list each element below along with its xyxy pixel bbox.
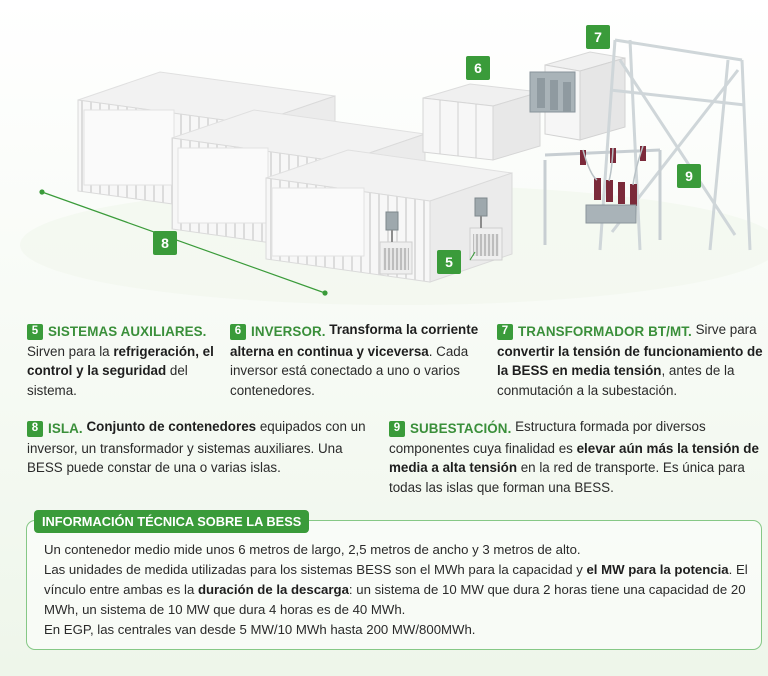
badge-7: 7 bbox=[586, 25, 610, 49]
badge-5: 5 bbox=[437, 250, 461, 274]
bess-illustration bbox=[0, 0, 768, 305]
item-isla: 8 ISLA. Conjunto de contenedores equipados con un inversor, un transformador y sistemas auxiliares. Una BESS puede constar de una o varias islas. bbox=[27, 419, 366, 475]
info-text bbox=[44, 540, 759, 640]
item-isla-header: 8 ISLA. bbox=[27, 419, 83, 439]
info-line-3: En EGP, las centrales van desde 5 MW/10 MWh hasta 200 MW/800MWh. bbox=[44, 622, 476, 637]
badge-8: 8 bbox=[153, 231, 177, 255]
info-title: INFORMACIÓN TÉCNICA SOBRE LA BESS bbox=[34, 510, 309, 533]
badge-9: 9 bbox=[677, 164, 701, 188]
info-line-2: Las unidades de medida utilizadas para los sistemas BESS son el MWh para la capacidad y el MW para la potencia. El vínculo entre ambas es la duración de la descarga: un sistema de 10 MW que dura 2 horas tiene una capacidad de 20 MWh, un sistema de 10 MW que dura 4 horas es de 40 MWh. bbox=[44, 562, 748, 617]
item-transformador-header: 7 TRANSFORMADOR BT/MT. bbox=[497, 322, 692, 342]
inverter bbox=[423, 84, 540, 160]
item-subestacion: 9 SUBESTACIÓN. Estructura formada por diversos componentes cuya finalidad es elevar aún más la tensión de media a alta tensión en la red de transporte. Es única para todas las islas que forman una BESS. bbox=[389, 419, 759, 495]
item-auxiliares-header: 5 SISTEMAS AUXILIARES. bbox=[27, 322, 207, 342]
info-line-1: Un contenedor medio mide unos 6 metros de largo, 2,5 metros de ancho y 3 metros de alto. bbox=[44, 542, 581, 557]
item-transformador: 7 TRANSFORMADOR BT/MT. Sirve para convertir la tensión de funcionamiento de la BESS en media tensión, antes de la conmutación a la subestación. bbox=[497, 322, 763, 398]
item-inversor-header: 6 INVERSOR. bbox=[230, 322, 326, 342]
item-auxiliares: 5 SISTEMAS AUXILIARES. Sirven para la refrigeración, el control y la seguridad del sistema. bbox=[27, 324, 214, 398]
item-inversor: 6 INVERSOR. Transforma la corriente alterna en continua y viceversa. Cada inversor está conectado a uno o varios contenedores. bbox=[230, 322, 479, 398]
badge-6: 6 bbox=[466, 56, 490, 80]
item-subestacion-header: 9 SUBESTACIÓN. bbox=[389, 419, 511, 439]
